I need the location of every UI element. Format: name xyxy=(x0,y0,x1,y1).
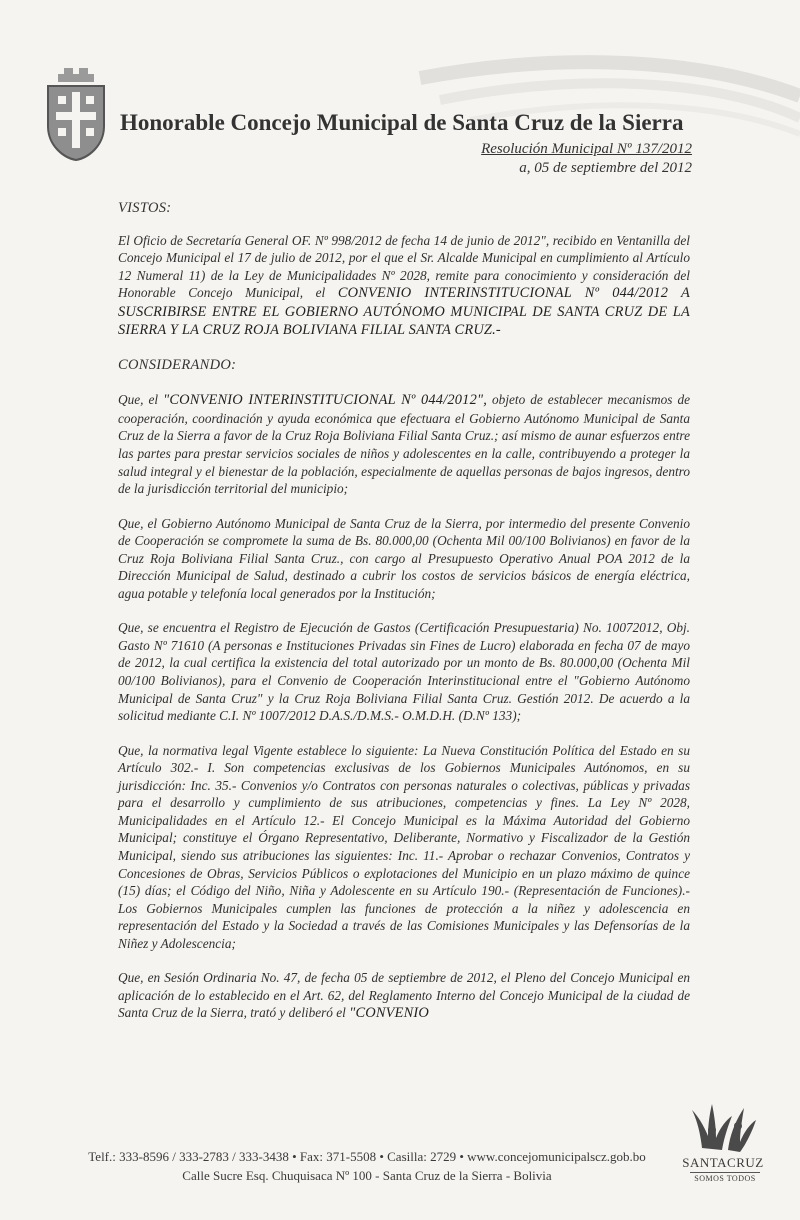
p1-prefix: Que, el xyxy=(118,392,159,408)
coat-of-arms-icon xyxy=(44,66,108,162)
vistos-paragraph xyxy=(118,232,690,340)
organization-title: Honorable Concejo Municipal de Santa Cruz de la Sierra xyxy=(120,110,684,135)
resolution-block xyxy=(481,139,692,177)
p1-text: objeto de establecer mecanismos de cooperación, coordinación y ayuda económica que efectuara el Gobierno Autónomo Municipal de Santa Cruz de la Sierra a favor de la Cruz Roja Boliviana Filial Santa Cruz.; así mismo de aunar esfuerzos entre las partes para prestar servicios sociales de niños y adolescentes en la calle, contribuyendo a proteger la salud integral y el bienestar de la población, especialmente de aquellas personas de bajos ingresos, dentro de la jurisdicción territorial del municipio; xyxy=(118,392,690,497)
considerando-paragraph-2: Que, el Gobierno Autónomo Municipal de Santa Cruz de la Sierra, por intermedio del presente Convenio de Cooperación se compromete la suma de Bs. 80.000,00 (Ochenta Mil 00/100 Bolivianos) en favor de la Cruz Roja Boliviana Filial Santa Cruz., con cargo al Presupuesto Operativo Anual POA 2012 de la Dirección Municipal de Salud, destinado a cubrir los costos de servicios básicos de energía eléctrica, agua potable y telefonía local generados por la Institución; xyxy=(118,515,690,601)
p1-emphasis: "CONVENIO INTERINSTITUCIONAL Nº 044/2012", xyxy=(163,392,488,409)
considerando-paragraph-3: Que, se encuentra el Registro de Ejecución de Gastos (Certificación Presupuestaria) No. 10072012, Obj. Gasto Nº 71610 (A personas e Instituciones Privadas sin Fines de Lucro) elaborada en fecha 07 de mayo de 2012, la cual certifica la existencia del total autorizado por un monto de Bs. 80.000,00 (Ochenta Mil 00/100 Bolivianos), para el Convenio de Cooperación Interinstitucional entre el "Gobierno Autónomo Municipal de Santa Cruz" y la Cruz Roja Boliviana Filial Santa Cruz. Gestión 2012. De acuerdo a la solicitud mediante C.I. Nº 1007/2012 D.A.S./D.M.S.- O.M.D.H. (D.Nº 133); xyxy=(118,620,690,724)
document-body xyxy=(118,200,690,1023)
considerando-paragraph-1 xyxy=(118,391,690,497)
resolution-number: Resolución Municipal Nº 137/2012 xyxy=(481,141,692,157)
p5-text: Que, en Sesión Ordinaria No. 47, de fecha 05 de septiembre de 2012, el Pleno del Concejo Municipal en aplicación de lo establecido en el Art. 62, del Reglamento Interno del Concejo Municipal de la ciudad de Santa Cruz de la Sierra, trató y deliberó el xyxy=(118,970,690,1021)
p5-emphasis: "CONVENIO xyxy=(349,1005,430,1022)
logo-tagline: SOMOS TODOS xyxy=(690,1172,760,1183)
logo-name: SANTACRUZ xyxy=(682,1155,764,1170)
footer-contact: Telf.: 333-8596 / 333-2783 / 333-3438 • Fax: 371-5508 • Casilla: 2729 • www.concejomunicipalscz.gob.bo xyxy=(88,1149,646,1164)
footer xyxy=(52,1147,682,1185)
considerando-paragraph-4: Que, la normativa legal Vigente establece lo siguiente: La Nueva Constitución Política del Estado en su Artículo 302.- I. Son competencias exclusivas de los Gobiernos Municipales Autónomos, en su jurisdicción: Inc. 35.- Convenios y/o Contratos con personas naturales o colectivas, públicas y privadas para el desarrollo y cumplimiento de sus atribuciones, competencias y fines. La Ley Nº 2028, Municipalidades en el Artículo 12.- El Concejo Municipal es la Máxima Autoridad del Gobierno Municipal; constituye el Órgano Representativo, Deliberante, Normativo y Fiscalizador de la Gestión Municipal, siendo sus atribuciones las siguientes: Inc. 11.- Aprobar o rechazar Convenios, Contratos y Concesiones de Obras, Servicios Públicos o explotaciones del Municipio en un plazo máximo de quince (15) días; el Código del Niño, Niña y Adolescente en su Artículo 190.- (Representación de Funciones).- Los Gobiernos Municipales cumplen las funciones de protección a la niñez y adolescencia en representación del Estado y la Sociedad a través de las Comisiones Municipales y las Defensorías de la Niñez y Adolescencia; xyxy=(118,742,690,951)
vistos-emphasis: CONVENIO INTERINSTITUCIONAL Nº 044/2012 A SUSCRIBIRSE ENTRE EL GOBIERNO AUTÓNOMO MUNICIPAL DE SANTA CRUZ DE LA SIERRA Y LA CRUZ ROJA BOLIVIANA FILIAL SANTA CRUZ.- xyxy=(118,285,690,339)
vistos-text: El Oficio de Secretaría General OF. Nº 998/2012 de fecha 14 de junio de 2012", recibido en Ventanilla del Concejo Municipal el 17 de julio de 2012, por el que el Sr. Alcalde Municipal en cumplimiento al Artículo 12 Numeral 11) de la Ley de Municipalidades Nº 2028, remite para conocimiento y consideración del Honorable Concejo Municipal, el xyxy=(118,232,690,301)
footer-address: Calle Sucre Esq. Chuquisaca Nº 100 - Santa Cruz de la Sierra - Bolivia xyxy=(182,1168,552,1183)
considerando-paragraph-5 xyxy=(118,969,690,1023)
resolution-date: a, 05 de septiembre del 2012 xyxy=(519,160,692,176)
considerando-heading: CONSIDERANDO: xyxy=(118,356,237,373)
vistos-heading: VISTOS: xyxy=(118,200,172,216)
